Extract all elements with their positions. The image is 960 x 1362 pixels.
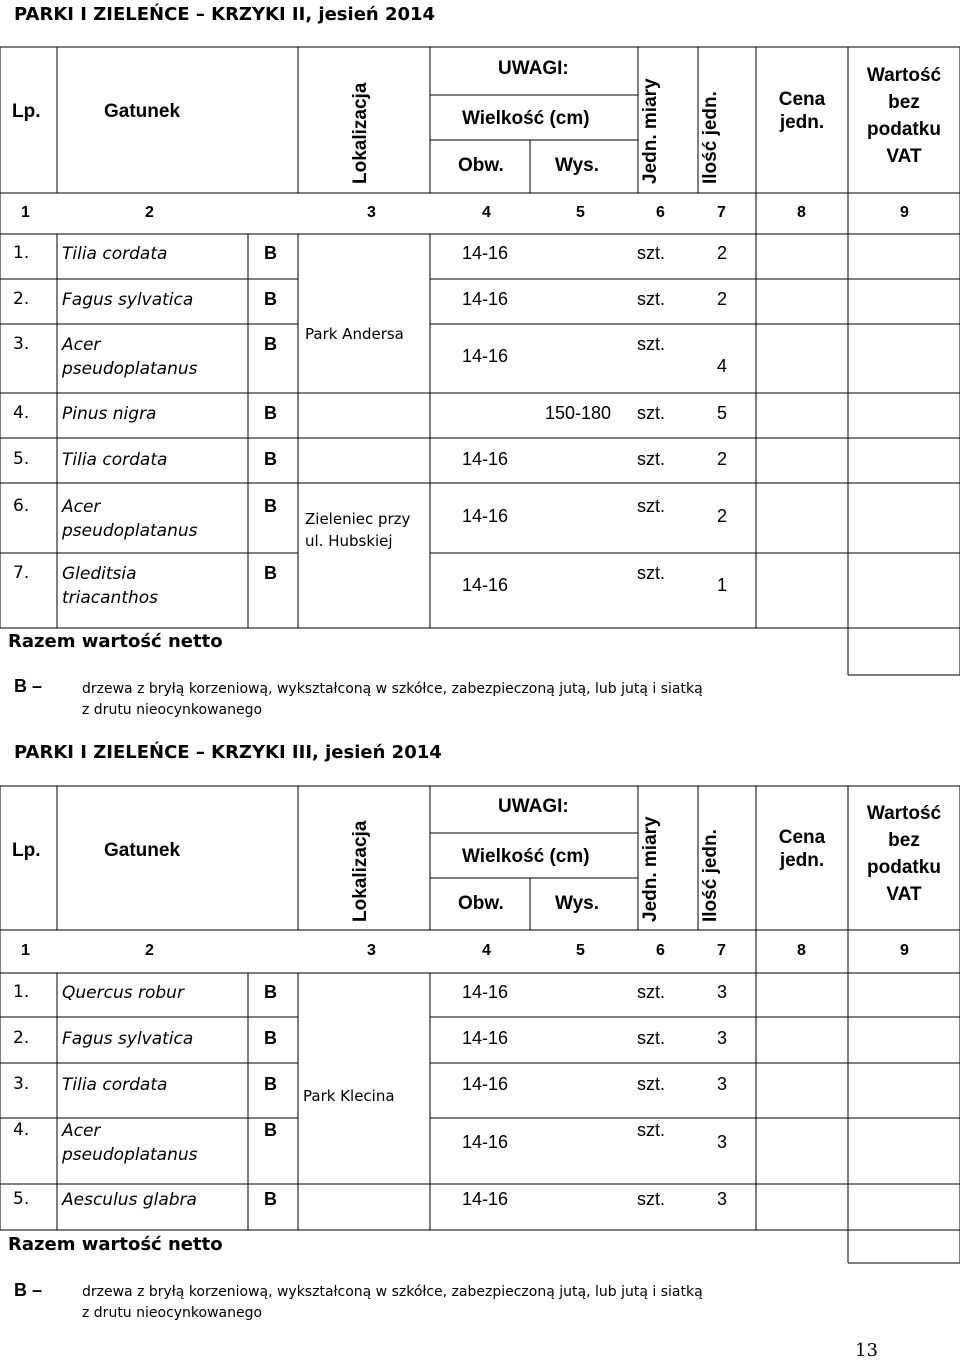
row-unit: szt. (637, 334, 666, 354)
header-wartosc-line-2: bez (888, 830, 920, 851)
row-species-line-1: Acer (62, 1121, 101, 1141)
row-species-line-1: Acer (62, 497, 101, 517)
row-qty: 3 (717, 1074, 728, 1094)
header-wartosc-line-1: Wartość (866, 803, 942, 824)
header-obw: Obw. (458, 155, 504, 176)
note-line-1: drzewa z bryłą korzeniową, wykształconą w szkółce, zabezpieczoną jutą, lub jutą i siatką (82, 681, 703, 697)
row-species (62, 333, 198, 381)
column-number: 4 (482, 942, 491, 959)
header-wartosc (848, 800, 960, 908)
row-unit: szt. (637, 449, 666, 469)
row-unit: szt. (637, 289, 666, 309)
row-species-line-1: Acer (62, 335, 101, 355)
column-number: 2 (145, 204, 154, 221)
header-cena-line-2: jedn. (779, 849, 825, 871)
header-wys: Wys. (555, 155, 600, 176)
section-1-title: PARKI I ZIELEŃCE – KRZYKI II, jesień 2014 (14, 4, 436, 25)
row-type: B (264, 1189, 277, 1209)
header-wys: Wys. (555, 893, 600, 914)
total-label: Razem wartość netto (8, 1234, 223, 1255)
row-qty: 5 (717, 403, 728, 423)
row-type: B (264, 1028, 277, 1048)
column-number: 3 (367, 204, 376, 221)
header-cena (756, 827, 848, 873)
row-species: Tilia cordata (62, 450, 168, 470)
row-species-line-2: pseudoplatanus (62, 521, 198, 541)
row-species: Tilia cordata (62, 244, 168, 264)
row-species: Fagus sylvatica (62, 1029, 194, 1049)
row-qty: 3 (717, 982, 728, 1002)
row-species: Aesculus glabra (62, 1190, 197, 1210)
location-line-2: ul. Hubskiej (305, 532, 393, 550)
location-park-klecina: Park Klecina (303, 1087, 395, 1105)
row-obw: 14-16 (462, 346, 509, 366)
row-lp: 7. (13, 563, 30, 583)
row-species-line-2: pseudoplatanus (62, 359, 198, 379)
row-obw: 14-16 (462, 1132, 509, 1152)
header-gatunek: Gatunek (104, 101, 181, 122)
header-lokalizacja: Lokalizacja (350, 820, 371, 922)
row-qty: 2 (717, 449, 728, 469)
row-species: Pinus nigra (62, 404, 157, 424)
column-number: 5 (576, 204, 585, 221)
row-obw: 14-16 (462, 982, 509, 1002)
column-number: 8 (797, 204, 806, 221)
row-lp: 6. (13, 496, 30, 516)
note-line-2: z drutu nieocynkowanego (82, 702, 263, 718)
row-unit: szt. (637, 243, 666, 263)
note-line-1: drzewa z bryłą korzeniową, wykształconą w szkółce, zabezpieczoną jutą, lub jutą i siatką (82, 1284, 703, 1300)
row-obw: 14-16 (462, 449, 509, 469)
row-unit: szt. (637, 563, 666, 583)
row-wys: 150-180 (545, 403, 612, 423)
row-unit: szt. (637, 496, 666, 516)
row-qty: 2 (717, 243, 728, 263)
header-wielkosc: Wielkość (cm) (462, 108, 590, 129)
note-symbol: B – (14, 676, 43, 696)
row-obw: 14-16 (462, 1028, 509, 1048)
row-unit: szt. (637, 1074, 666, 1094)
total-label: Razem wartość netto (8, 631, 223, 652)
column-number: 9 (900, 942, 909, 959)
row-lp: 2. (13, 289, 30, 309)
row-type: B (264, 982, 277, 1002)
row-type: B (264, 496, 277, 516)
note-text (82, 1282, 703, 1324)
row-obw: 14-16 (462, 1074, 509, 1094)
column-number: 2 (145, 942, 154, 959)
row-lp: 1. (13, 243, 30, 263)
row-species: Quercus robur (62, 983, 184, 1003)
row-lp: 1. (13, 982, 30, 1002)
row-obw: 14-16 (462, 506, 509, 526)
column-number: 6 (656, 204, 665, 221)
row-species-line-2: pseudoplatanus (62, 1145, 198, 1165)
header-cena-line-1: Cena (778, 89, 826, 110)
header-wartosc (848, 62, 960, 170)
header-uwagi: UWAGI: (498, 58, 569, 79)
location-park-andersa: Park Andersa (305, 325, 404, 343)
row-lp: 4. (13, 403, 30, 423)
row-obw: 14-16 (462, 289, 509, 309)
row-lp: 5. (13, 449, 30, 469)
header-ilosc-jedn: Ilość jedn. (700, 91, 721, 184)
row-obw: 14-16 (462, 1189, 509, 1209)
header-wartosc-line-3: podatku (867, 857, 941, 878)
row-qty: 4 (717, 356, 728, 376)
row-qty: 3 (717, 1028, 728, 1048)
column-number: 1 (21, 942, 30, 959)
header-jedn-miary: Jedn. miary (640, 816, 661, 922)
column-number: 6 (656, 942, 665, 959)
column-number: 3 (367, 942, 376, 959)
header-lp: Lp. (12, 840, 41, 861)
header-lokalizacja: Lokalizacja (350, 82, 371, 184)
header-cena (756, 89, 848, 135)
column-number: 9 (900, 204, 909, 221)
row-obw: 14-16 (462, 575, 509, 595)
header-ilosc-jedn: Ilość jedn. (700, 829, 721, 922)
row-unit: szt. (637, 1028, 666, 1048)
row-unit: szt. (637, 982, 666, 1002)
header-wartosc-line-3: podatku (867, 119, 941, 140)
column-number: 1 (21, 204, 30, 221)
header-cena-line-2: jedn. (779, 111, 825, 133)
column-number: 5 (576, 942, 585, 959)
row-qty: 3 (717, 1132, 728, 1152)
column-number: 7 (717, 942, 726, 959)
row-type: B (264, 1120, 277, 1140)
header-wielkosc: Wielkość (cm) (462, 846, 590, 867)
note-line-2: z drutu nieocynkowanego (82, 1305, 263, 1321)
header-gatunek: Gatunek (104, 840, 181, 861)
row-species (62, 495, 198, 543)
row-unit: szt. (637, 403, 666, 423)
row-type: B (264, 449, 277, 469)
note-text (82, 679, 703, 721)
row-type: B (264, 289, 277, 309)
section-2-title: PARKI I ZIELEŃCE – KRZYKI III, jesień 2014 (14, 742, 442, 763)
header-wartosc-line-4: VAT (886, 146, 922, 167)
row-obw: 14-16 (462, 243, 509, 263)
header-jedn-miary: Jedn. miary (640, 78, 661, 184)
row-species: Tilia cordata (62, 1075, 168, 1095)
row-species: Fagus sylvatica (62, 290, 194, 310)
row-species (62, 1119, 198, 1167)
header-uwagi: UWAGI: (498, 796, 569, 817)
column-number: 4 (482, 204, 491, 221)
row-lp: 3. (13, 334, 30, 354)
row-lp: 5. (13, 1189, 30, 1209)
row-species (62, 562, 158, 610)
column-number: 7 (717, 204, 726, 221)
row-species-line-2: triacanthos (62, 588, 159, 608)
location-zieleniec-hubskiej (305, 508, 410, 552)
row-unit: szt. (637, 1120, 666, 1140)
row-qty: 1 (717, 575, 728, 595)
row-type: B (264, 243, 277, 263)
page-number: 13 (855, 1340, 878, 1361)
row-qty: 3 (717, 1189, 728, 1209)
header-lp: Lp. (12, 101, 41, 122)
row-lp: 4. (13, 1120, 30, 1140)
row-species-line-1: Gleditsia (62, 564, 137, 584)
location-line-1: Zieleniec przy (305, 510, 411, 528)
row-type: B (264, 563, 277, 583)
header-cena-line-1: Cena (778, 827, 826, 848)
note-symbol: B – (14, 1280, 43, 1300)
header-wartosc-line-2: bez (888, 92, 920, 113)
row-type: B (264, 403, 277, 423)
row-lp: 2. (13, 1028, 30, 1048)
column-number: 8 (797, 942, 806, 959)
header-wartosc-line-1: Wartość (866, 65, 942, 86)
row-unit: szt. (637, 1189, 666, 1209)
row-qty: 2 (717, 506, 728, 526)
row-type: B (264, 1074, 277, 1094)
header-obw: Obw. (458, 893, 504, 914)
row-lp: 3. (13, 1074, 30, 1094)
row-type: B (264, 334, 277, 354)
row-qty: 2 (717, 289, 728, 309)
header-wartosc-line-4: VAT (886, 884, 922, 905)
